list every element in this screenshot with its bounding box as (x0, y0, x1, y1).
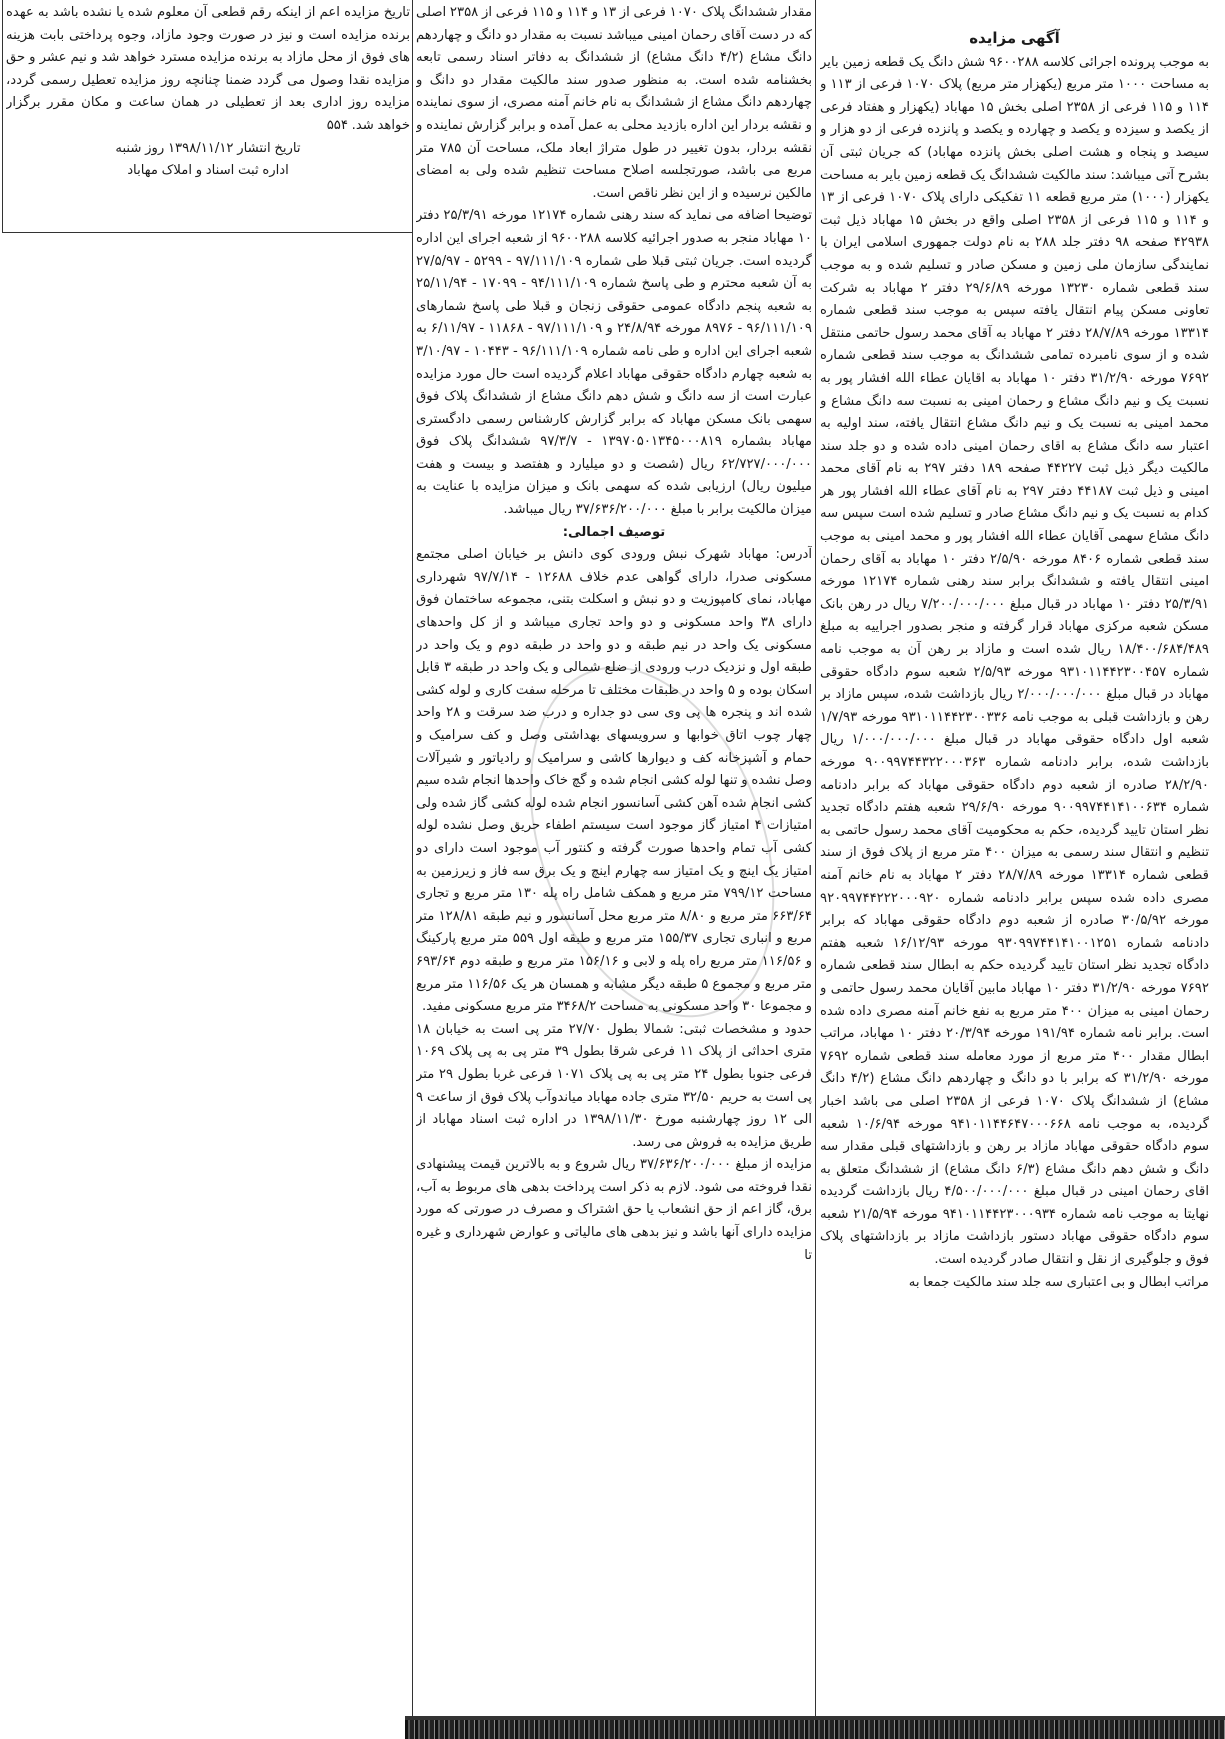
ad-column-right (820, 27, 1209, 1717)
ad-paragraph: توضیحا اضافه می نماید که سند رهنی شماره ۱۲۱۷۴ مورخه ۲۵/۳/۹۱ دفتر ۱۰ مهاباد منجر به صدور اجرائیه کلاسه ۹۶۰۰۲۸۸ از شعبه اجرای این اداره گردیده است. جریان ثبتی قبلا طی شماره ۹۷/۱۱۱/۱۰۹ - ۵۲۹۹ - ۲۷/۵/۹۷ به آن شعبه محترم و طی پاسخ شماره ۹۴/۱۱۱/۱۰۹ - ۱۷۰۹۹ - ۲۵/۱۱/۹۴ به شعبه پنجم دادگاه عمومی حقوقی زنجان و قبلا طی پاسخ شمارهای ۹۶/۱۱۱/۱۰۹ - ۸۹۷۶ مورخه ۲۴/۸/۹۴ و ۹۷/۱۱۱/۱۰۹ - ۱۱۸۶۸ - ۶/۱۱/۹۷ به شعبه اجرای این اداره و طی نامه شماره ۹۶/۱۱۱/۱۰۹ - ۱۰۴۴۳ - ۳/۱۰/۹۷ به شعبه چهارم دادگاه حقوقی مهاباد اعلام گردیده است حال مورد مزایده عبارت است از سه دانگ و شش دهم دانگ مشاع از ششدانگ پلاک فوق سهمی بانک مسکن مهاباد که برابر گزارش کارشناس رسمی دادگستری مهاباد بشماره ۱۳۹۷۰۵۰۱۳۴۵۰۰۰۸۱۹ - ۹۷/۳/۷ ششدانگ پلاک فوق ۶۲/۷۲۷/۰۰۰/۰۰۰ ریال (شصت و دو میلیارد و هفتصد و بیست و هفت میلیون ریال) ارزیابی شده که سهمی بانک و میزان مزایده با عنایت به میزان مالکیت برابر با مبلغ ۳۷/۶۳۶/۲۰۰/۰۰۰ ریال میباشد. (416, 208, 812, 518)
ad-heading: آگهی مزایده (969, 29, 1060, 47)
ad-column-middle (416, 2, 812, 1717)
ad-paragraph: آدرس: مهاباد شهرک نبش ورودی کوی دانش بر خیابان اصلی مجتمع مسکونی صدرا، دارای گواهی عدم خلاف ۱۲۶۸۸ - ۹۷/۷/۱۴ شهرداری مهاباد، نمای کامپوزیت و دو نبش و اسکلت بتنی، مجموعه ساختمان فوق دارای ۳۸ واحد مسکونی و دو واحد تجاری میباشد و از کل واحدهای مسکونی یک واحد در نیم طبقه و دو واحد در طبقه دوم و یک واحد در طبقه اول و نزدیک درب ورودی از ضلع شمالی و یک واحد در طبقه ۳ قابل اسکان بوده و ۵ واحد در طبقات مختلف تا مرحله سفت کاری و لوله کشی شده اند و پنجره ها پی وی سی دو جداره و درب ضد سرقت و ۲۸ واحد چهار چوب اتاق خوابها و سرویسهای بهداشتی وصل و کف سرامیک و حمام و آشپزخانه کف و دیوارها کاشی و سرامیک و رادیاتور و شیرآلات وصل نشده و تنها لوله کشی انجام شده و گچ خاک واحدها انجام شده سیم کشی انجام شده آهن کشی آسانسور انجام شده لوله کشی گاز شده ولی امتیازات ۴ امتیاز گاز موجود است سیستم اطفاء حریق وصل نشده لوله کشی آب تمام واحدها صورت گرفته و کنتور آب موجود است دارای دو امتیاز یک اینچ و یک امتیاز سه چهارم اینچ و یک برق سه فاز و زیرزمین به مساحت ۷۹۹/۱۲ متر مربع و همکف شامل راه پله ۱۳۰ متر مربع و تجاری ۶۶۳/۶۴ متر مربع و ۸/۸۰ متر مربع محل آسانسور و نیم طبقه ۱۲۸/۸۱ متر مربع و انباری تجاری ۱۵۵/۳۷ متر مربع و طبقه اول ۵۵۹ متر مربع پارکینگ و ۱۱۶/۵۶ متر مربع راه پله و لابی و ۱۵۶/۱۶ متر مربع و طبقه دوم ۶۹۳/۶۴ متر مربع و مجموع ۵ طبقه دیگر مشابه و همسان هر یک ۱۱۶/۵۶ متر مربع و مجموعا ۳۰ واحد مسکونی به مساحت ۳۴۶۸/۲ متر مربع مسکونی مفید. (416, 547, 812, 1015)
ad-paragraph: مزایده از مبلغ ۳۷/۶۳۶/۲۰۰/۰۰۰ ریال شروع و به بالاترین قیمت پیشنهادی نقدا فروخته می شود. لازم به ذکر است پرداخت بدهی های مربوط به آب، برق، گاز اعم از حق انشعاب یا حق اشتراک و مصرف در صورتی که مورد مزایده دارای آنها باشد و نیز بدهی های مالیاتی و عوارض شهرداری و غیره تا (416, 1157, 812, 1263)
ad-column-left (6, 2, 410, 227)
ad-paragraph: حدود و مشخصات ثبتی: شمالا بطول ۲۷/۷۰ متر پی است به خیابان ۱۸ متری احداثی از پلاک ۱۱ فرعی شرقا بطول ۳۹ متر پی به پی پلاک ۱۰۶۹ فرعی جنوبا بطول ۲۴ متر پی به پی پلاک ۱۰۷۱ فرعی غربا بطول ۲۹ متر پی است به حریم ۳۲/۵۰ متری جاده مهاباد میاندوآب پلاک فوق از ساعت ۹ الی ۱۲ روز چهارشنبه مورخ ۱۳۹۸/۱۱/۳۰ در اداره ثبت اسناد مهاباد از طریق مزایده به فروش می رسد. (416, 1021, 812, 1150)
section-subtitle: توصیف اجمالی: (562, 524, 666, 540)
ad-paragraph: به موجب پرونده اجرائی کلاسه ۹۶۰۰۲۸۸ شش دانگ یک قطعه زمین بایر به مساحت ۱۰۰۰ متر مربع (یکهزار متر مربع) پلاک ۱۰۷۰ فرعی از ۱۱۳ و ۱۱۴ و ۱۱۵ فرعی از ۲۳۵۸ اصلی بخش ۱۵ مهاباد (یکهزار و هفتاد فرعی از یکصد و سیزده و یکصد و چهارده و یکصد و پانزده فرعی از دو هزار و سیصد و پنجاه و هشت اصلی بخش پانزده مهاباد) که جریان ثبتی آن بشرح آتی میباشد: سند مالکیت ششدانگ یک قطعه زمین بایر به مساحت یکهزار (۱۰۰۰) متر مربع قطعه ۱۱ تفکیکی دارای پلاک ۱۰۷۰ فرعی از ۱۳ و ۱۱۴ و ۱۱۵ فرعی از ۲۳۵۸ اصلی واقع در بخش ۱۵ مهاباد ذیل ثبت ۴۲۹۳۸ صفحه ۹۸ دفتر جلد ۲۸۸ به نام دولت جمهوری اسلامی ایران با نمایندگی سازمان ملی زمین و مسکن صادر و تسلیم شده و به موجب سند قطعی شماره ۱۳۲۳۰ مورخه ۲۹/۶/۸۹ دفتر ۲ مهاباد به شرکت تعاونی مسکن پیام انتقال یافته سپس به موجب سند قطعی شماره ۱۳۳۱۴ مورخه ۲۸/۷/۸۹ دفتر ۲ مهاباد به آقای محمد رسول حاتمی منتقل شده و از سوی نامبرده تمامی ششدانگ به موجب سند قطعی شماره ۷۶۹۲ مورخه ۳۱/۲/۹۰ دفتر ۱۰ مهاباد به اقایان عطاء الله افشار پور به نسبت یک و نیم دانگ مشاع و رحمان امینی به نسبت سه دانگ مشاع و محمد امینی به نسبت یک و نیم دانگ مشاع انتقال یافته، سند اولیه به اعتبار سه دانگ مشاع به اقای رحمان امینی داده شده و دو جلد سند مالکیت دیگر ذیل ثبت ۴۴۲۲۷ صفحه ۱۸۹ دفتر ۲۹۷ به نام آقای محمد امینی و ذیل ثبت ۴۴۱۸۷ دفتر ۲۹۷ به نام آقای عطاء الله افشار پور هر کدام به نسبت یک و نیم دانگ مشاع صادر و تسلیم شده است سپس سه دانگ مشاع سهمی آقایان عطاء الله افشار پور و محمد امینی به موجب سند قطعی شماره ۸۴۰۶ مورخه ۲/۵/۹۰ دفتر ۱۰ مهاباد به آقای رحمان امینی انتقال یافته و ششدانگ برابر سند رهنی شماره ۱۲۱۷۴ مورخه ۲۵/۳/۹۱ دفتر ۱۰ مهاباد در قبال مبلغ ۷/۲۰۰/۰۰۰/۰۰۰ ریال در رهن بانک مسکن شعبه مرکزی مهاباد قرار گرفته و منجر بصدور اجراییه به مبلغ ۱۸/۴۰۰/۶۸۴/۴۸۹ ریال شده است و مازاد بر رهن آن به موجب نامه شماره ۹۳۱۰۱۱۴۴۲۳۰۰۴۵۷ مورخه ۲/۵/۹۳ شعبه سوم دادگاه حقوقی مهاباد در قبال مبلغ ۲/۰۰۰/۰۰۰/۰۰۰ ریال بازداشت شده، سپس مازاد بر رهن و بازداشت قبلی به موجب نامه ۹۳۱۰۱۱۴۴۲۳۰۰۳۳۶ مورخه ۱/۷/۹۳ شعبه اول دادگاه حقوقی مهاباد در قبال مبلغ ۱/۰۰۰/۰۰۰/۰۰۰ ریال بازداشت شده، برابر دادنامه شماره ۹۰۰۹۹۷۴۴۳۲۲۰۰۰۳۶۳ مورخه ۲۸/۲/۹۰ صادره از شعبه دوم دادگاه حقوقی مهاباد که برابر دادنامه شماره ۹۰۰۹۹۷۴۴۱۴۱۰۰۶۳۴ مورخه ۲۹/۶/۹۰ شعبه هفتم دادگاه تجدید نظر استان تایید گردیده، حکم به محکومیت آقای محمد رسول حاتمی به تنظیم و انتقال سند رسمی به میزان ۴۰۰ متر مربع از پلاک فوق از سند قطعی شماره ۱۳۳۱۴ مورخه ۲۸/۷/۸۹ دفتر ۲ مهاباد به نام خانم آمنه مصری داده شده سپس برابر دادنامه شماره ۹۲۰۹۹۷۴۴۲۲۲۰۰۰۹۲۰ مورخه ۳۰/۵/۹۲ صادره از شعبه دوم دادگاه حقوقی مهاباد که برابر دادنامه شماره ۹۳۰۹۹۷۴۴۱۴۱۰۰۱۲۵۱ مورخه ۱۶/۱۲/۹۳ شعبه هفتم دادگاه تجدید نظر استان تایید گردیده حکم به ابطال سند قطعی شماره ۷۶۹۲ مورخه ۳۱/۲/۹۰ دفتر ۱۰ مهاباد مابین آقایان محمد رسول حاتمی و رحمان امینی به میزان ۴۰۰ متر مربع به نفع خانم آمنه مصری داده شده است. برابر نامه شماره ۱۹۱/۹۴ مورخه ۲۰/۳/۹۴ دفتر ۱۰ مهاباد، مراتب ابطال مقدار ۴۰۰ متر مربع از مورد معامله سند قطعی شماره ۷۶۹۲ مورخه ۳۱/۲/۹۰ که برابر با دو دانگ و چهاردهم دانگ مشاع (۴/۲ دانگ مشاع) از ششدانگ پلاک ۱۰۷۰ فرعی از ۲۳۵۸ اصلی می باشد اخبار گردیده، به موجب نامه ۹۴۱۰۱۱۴۴۶۴۷۰۰۰۶۶۸ مورخه ۱۰/۶/۹۴ شعبه سوم دادگاه حقوقی مهاباد مازاد بر رهن و بازداشتهای قبلی مقدار سه دانگ و شش دهم دانگ مشاع (۶/۳ دانگ مشاع) از ششدانگ متعلق به اقای رحمان امینی در قبال مبلغ ۴/۵۰۰/۰۰۰/۰۰۰ ریال بازداشت گردیده نهایتا به موجب نامه شماره ۹۴۱۰۱۱۴۴۲۳۰۰۰۹۳۴ مورخه ۲۱/۵/۹۴ شعبه سوم دادگاه حقوقی مهاباد دستور بازداشت مازاد بر بازداشتهای پلاک فوق و جلوگیری از نقل و انتقال صادر گردیده است. (820, 54, 1209, 1268)
column-divider-left (2, 0, 3, 232)
column-divider-middle (412, 0, 413, 1717)
column3-bottom-rule (2, 232, 412, 233)
publish-date: تاریخ انتشار ۱۳۹۸/۱۱/۱۲ روز شنبه (115, 140, 301, 156)
ad-paragraph: مراتب ابطال و بی اعتباری سه جلد سند مالکیت جمعا به (908, 1274, 1209, 1290)
issuing-office: اداره ثبت اسناد و املاک مهاباد (127, 163, 289, 179)
scan-edge-noise (405, 1720, 1225, 1739)
column-divider-right (815, 0, 816, 1717)
ad-paragraph: مقدار ششدانگ پلاک ۱۰۷۰ فرعی از ۱۳ و ۱۱۴ و ۱۱۵ فرعی از ۲۳۵۸ اصلی که در دست آقای رحمان امینی میباشد نسبت به مقدار دو دانگ و چهاردهم دانگ مشاع (۴/۲ دانگ مشاع) از ششدانگ به دفاتر اسناد رسمی تابعه بخشنامه شده است. به منظور صدور سند مالکیت مقدار دو دانگ و چهاردهم دانگ مشاع از ششدانگ به نام خانم آمنه مصری، از سوی نماینده و نقشه بردار این اداره بازدید محلی به عمل آمده و برابر گزارش نماینده و نقشه بردار، بدون تغییر در طول متراژ ابعاد ملک، مساحت آن ۷۸۵ متر مربع می باشد، صورتجلسه اصلاح مساحت تنظیم شده ولی به امضای مالکین نرسیده و از این نظر ناقص است. (416, 5, 812, 201)
ad-paragraph: تاریخ مزایده اعم از اینکه رقم قطعی آن معلوم شده یا نشده باشد به عهده برنده مزایده است و نیز در صورت وجود مازاد، وجوه پرداختی بابت هزینه های فوق از محل مازاد به برنده مزایده مسترد خواهد شد و نیم عشر و حق مزایده نقدا وصول می گردد ضمنا چنانچه روز مزایده تعطیل رسمی گردد، مزایده روز اداری بعد از تعطیلی در همان ساعت و مکان مقرر برگزار خواهد شد. ۵۵۴ (6, 5, 410, 133)
